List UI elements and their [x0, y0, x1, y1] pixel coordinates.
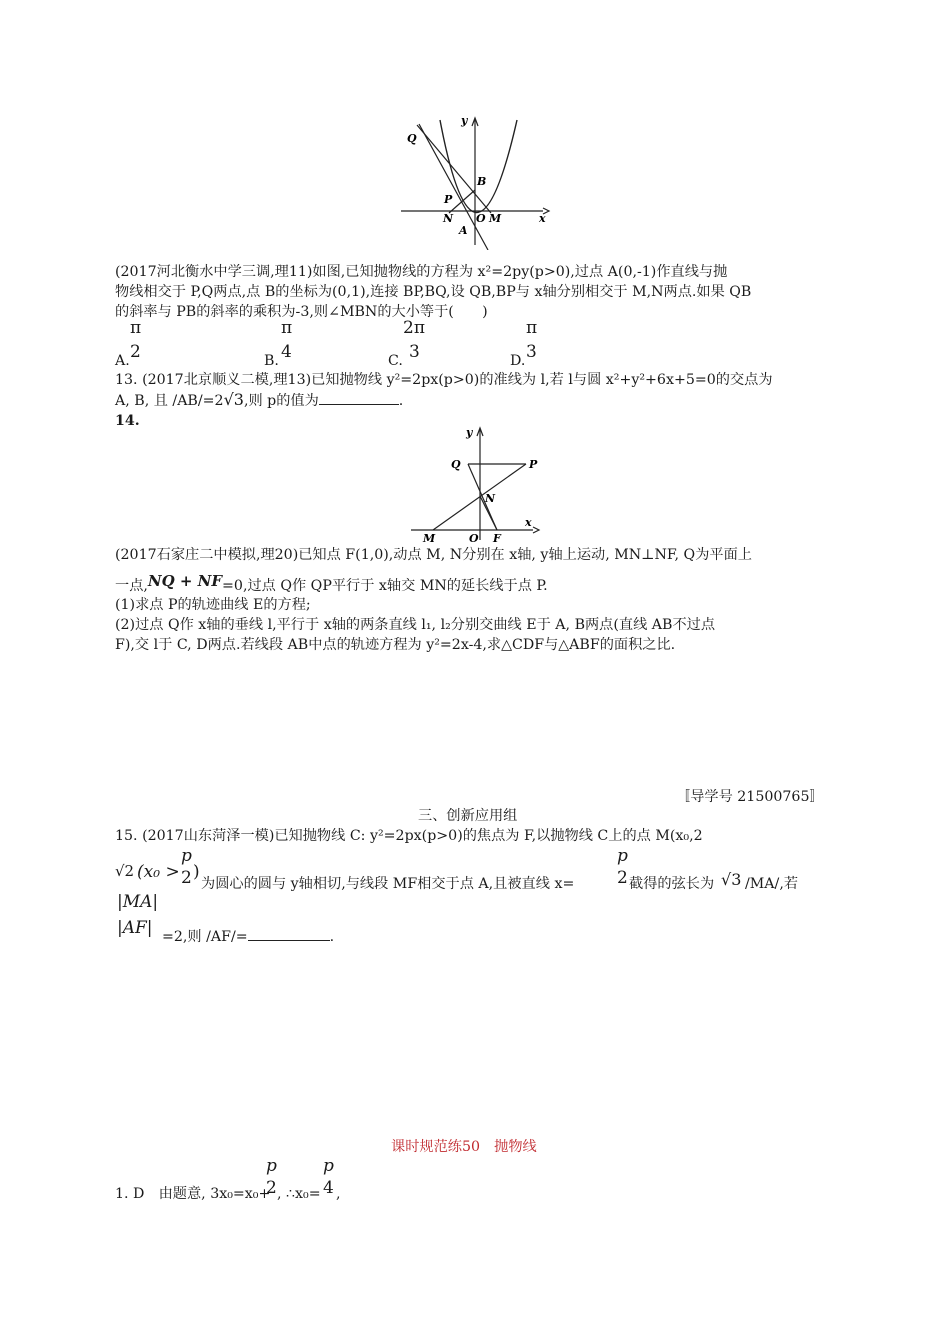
q15-sqrt2: √2	[115, 862, 135, 880]
answer1-prefix: 1. D 由题意, 3x₀=x₀+	[115, 1186, 271, 1202]
q12-line3: 的斜率与 PB的斜率的乘积为-3,则∠MBN的大小等于( )	[115, 304, 488, 320]
q13-line2c: .	[398, 393, 404, 409]
q15-line2-frac-num: p	[617, 846, 628, 866]
label-O: O	[476, 212, 486, 225]
choice-a-label: A.	[115, 353, 130, 369]
q15-line2-sqrt: √3	[721, 870, 742, 889]
q14-label-y: y	[466, 426, 473, 439]
answer-title: 课时规范练50 抛物线	[391, 1139, 537, 1155]
q15-line2-frac-den: 2	[617, 868, 628, 888]
q14-part2-line2: F),交 l于 C, D两点.若线段 AB中点的轨迹方程为 y²=2x-4,求△CDF与△ABF的面积之比.	[115, 637, 676, 653]
q14-line2a: 一点,	[115, 578, 148, 594]
answer1-frac2-den: 4	[323, 1178, 334, 1198]
label-N: N	[443, 212, 454, 225]
q13-answer-blank[interactable]	[319, 392, 399, 405]
label-x: x	[539, 212, 546, 225]
q15-ratio-den: |AF|	[117, 918, 153, 938]
choice-a-num: π	[130, 318, 142, 338]
q13-line1: 13. (2017北京顺义二模,理13)已知抛物线 y²=2px(p>0)的准线为 l,若 l与圆 x²+y²+6x+5=0的交点为	[115, 372, 773, 388]
q14-label-F: F	[493, 532, 501, 544]
q15-line1: 15. (2017山东菏泽一模)已知抛物线 C: y²=2px(p>0)的焦点为 F,以抛物线 C上的点 M(x₀,2	[115, 828, 703, 844]
label-P: P	[444, 193, 453, 206]
answer1-suffix: ,	[336, 1186, 341, 1202]
choice-c-num: 2π	[403, 318, 425, 338]
q15-answer-blank[interactable]	[248, 928, 330, 941]
q14-line1: (2017石家庄二中模拟,理20)已知点 F(1,0),动点 M, N分别在 x轴, y轴上运动, MN⊥NF, Q为平面上	[115, 547, 752, 563]
q14-label-N: N	[485, 492, 496, 505]
q12-line1: (2017河北衡水中学三调,理11)如图,已知抛物线的方程为 x²=2py(p>0),过点 A(0,-1)作直线与抛	[115, 264, 728, 280]
q14-figure	[405, 422, 545, 544]
q14-line2	[115, 572, 548, 596]
q14-line2b: =0,过点 Q作 QP平行于 x轴交 MN的延长线于点 P.	[222, 578, 548, 594]
q14-part2-line1: (2)过点 Q作 x轴的垂线 l,平行于 x轴的两条直线 l₁, l₂分别交曲线 E于 A, B两点(直线 AB不过点	[115, 617, 716, 633]
guide-number: 〚导学号 21500765〛	[676, 789, 824, 805]
choice-b-label: B.	[264, 353, 279, 369]
q15-paren: (x₀ >	[137, 862, 180, 882]
q14-label-x: x	[525, 516, 532, 529]
q13-sqrt: √3	[223, 390, 244, 409]
q14-label-M: M	[423, 532, 436, 544]
answer1-frac2-num: p	[323, 1156, 334, 1176]
q14-number: 14.	[115, 413, 140, 429]
q13-line2a: A, B, 且 /AB/=2	[115, 393, 224, 409]
q15-paren-close: )	[193, 862, 200, 882]
choice-a-den: 2	[130, 342, 141, 362]
q14-label-Q: Q	[451, 458, 461, 471]
answer1-frac1-num: p	[266, 1156, 277, 1176]
section3-title: 三、创新应用组	[418, 808, 518, 824]
choice-c-den: 3	[409, 342, 420, 362]
answer1-frac1-den: 2	[266, 1178, 277, 1198]
q13-line2	[115, 390, 403, 411]
choice-b-den: 4	[281, 342, 292, 362]
choice-b-num: π	[281, 318, 293, 338]
answer1-mid: , ∴x₀=	[277, 1186, 321, 1202]
label-y: y	[461, 114, 468, 127]
q15-line2c: 截得的弦长为	[629, 876, 715, 892]
label-Q: Q	[407, 132, 417, 145]
q15-frac-num: p	[181, 846, 192, 866]
q15-line3-text: =2,则 /AF/=	[162, 929, 248, 945]
choice-d-den: 3	[526, 342, 537, 362]
choice-c-label: C.	[388, 353, 403, 369]
q15-line3	[162, 927, 334, 947]
parabola-figure	[395, 110, 555, 250]
q14-part1: (1)求点 P的轨迹曲线 E的方程;	[115, 597, 311, 613]
q15-ratio-num: |MA|	[117, 892, 159, 912]
q15-frac-den: 2	[181, 868, 192, 888]
q14-label-O: O	[469, 532, 479, 544]
choice-d-label: D.	[510, 353, 526, 369]
label-A: A	[459, 224, 468, 237]
q14-vector: NQ + NF	[147, 572, 223, 590]
q15-line3-end: .	[329, 929, 335, 945]
q13-line2b: ,则 p的值为	[243, 393, 319, 409]
answer1	[115, 1156, 415, 1206]
label-M: M	[489, 212, 502, 225]
q15-line2b: 为圆心的圆与 y轴相切,与线段 MF相交于点 A,且被直线 x=	[201, 876, 575, 892]
label-B: B	[477, 175, 487, 188]
q15-line2d: /MA/,若	[745, 876, 799, 892]
q14-label-P: P	[529, 458, 538, 471]
choice-d-num: π	[526, 318, 538, 338]
q12-line2: 物线相交于 P,Q两点,点 B的坐标为(0,1),连接 BP,BQ,设 QB,BP与 x轴分别相交于 M,N两点.如果 QB	[115, 284, 752, 300]
